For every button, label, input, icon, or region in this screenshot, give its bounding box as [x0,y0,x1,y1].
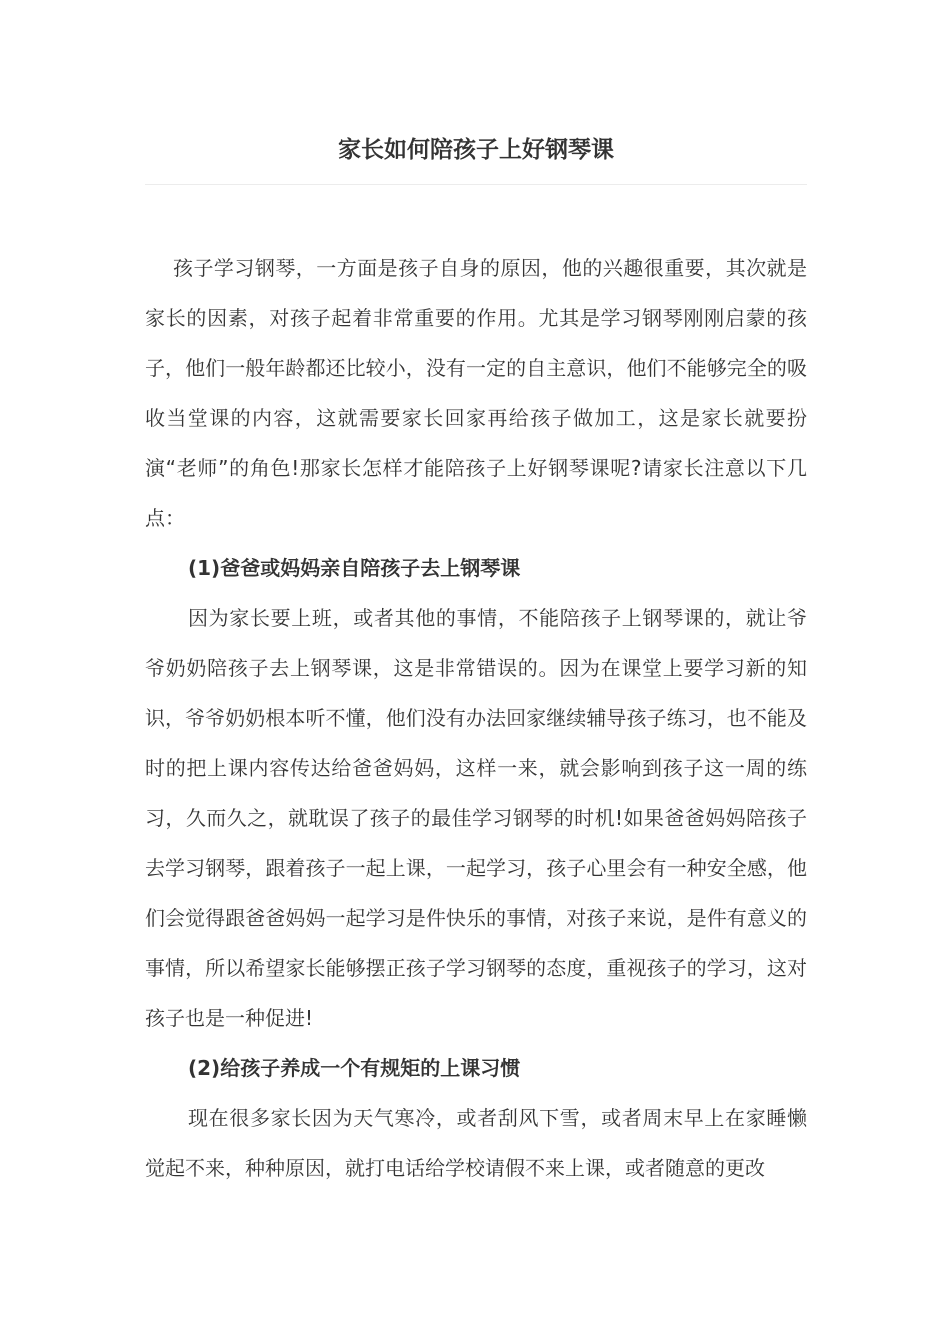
section-heading-1: (1)爸爸或妈妈亲自陪孩子去上钢琴课 [188,556,521,580]
article-body [145,243,807,1193]
section-heading-2: (2)给孩子养成一个有规矩的上课习惯 [188,1056,521,1080]
document-title: 家长如何陪孩子上好钢琴课 [338,137,614,163]
intro-paragraph: 孩子学习钢琴，一方面是孩子自身的原因，他的兴趣很重要，其次就是家长的因素，对孩子起着非常重要的作用。尤其是学习钢琴刚刚启蒙的孩子，他们一般年龄都还比较小，没有一定的自主意识，他们不能够完全的吸收当堂课的内容，这就需要家长回家再给孩子做加工，这是家长就要扮演“老师”的角色!那家长怎样才能陪孩子上好钢琴课呢?请家长注意以下几点： [145,256,807,530]
section-paragraph-2: 现在很多家长因为天气寒冷，或者刮风下雪，或者周末早上在家睡懒觉起不来，种种原因，就打电话给学校请假不来上课，或者随意的更改 [145,1106,807,1180]
section-paragraph-1: 因为家长要上班，或者其他的事情，不能陪孩子上钢琴课的，就让爷爷奶奶陪孩子去上钢琴课，这是非常错误的。因为在课堂上要学习新的知识，爷爷奶奶根本听不懂，他们没有办法回家继续辅导孩子练习，也不能及时的把上课内容传达给爸爸妈妈，这样一来，就会影响到孩子这一周的练习，久而久之，就耽误了孩子的最佳学习钢琴的时机!如果爸爸妈妈陪孩子去学习钢琴，跟着孩子一起上课，一起学习，孩子心里会有一种安全感，他们会觉得跟爸爸妈妈一起学习是件快乐的事情，对孩子来说，是件有意义的事情，所以希望家长能够摆正孩子学习钢琴的态度，重视孩子的学习，这对孩子也是一种促进! [145,606,807,1030]
title-divider [145,184,807,185]
